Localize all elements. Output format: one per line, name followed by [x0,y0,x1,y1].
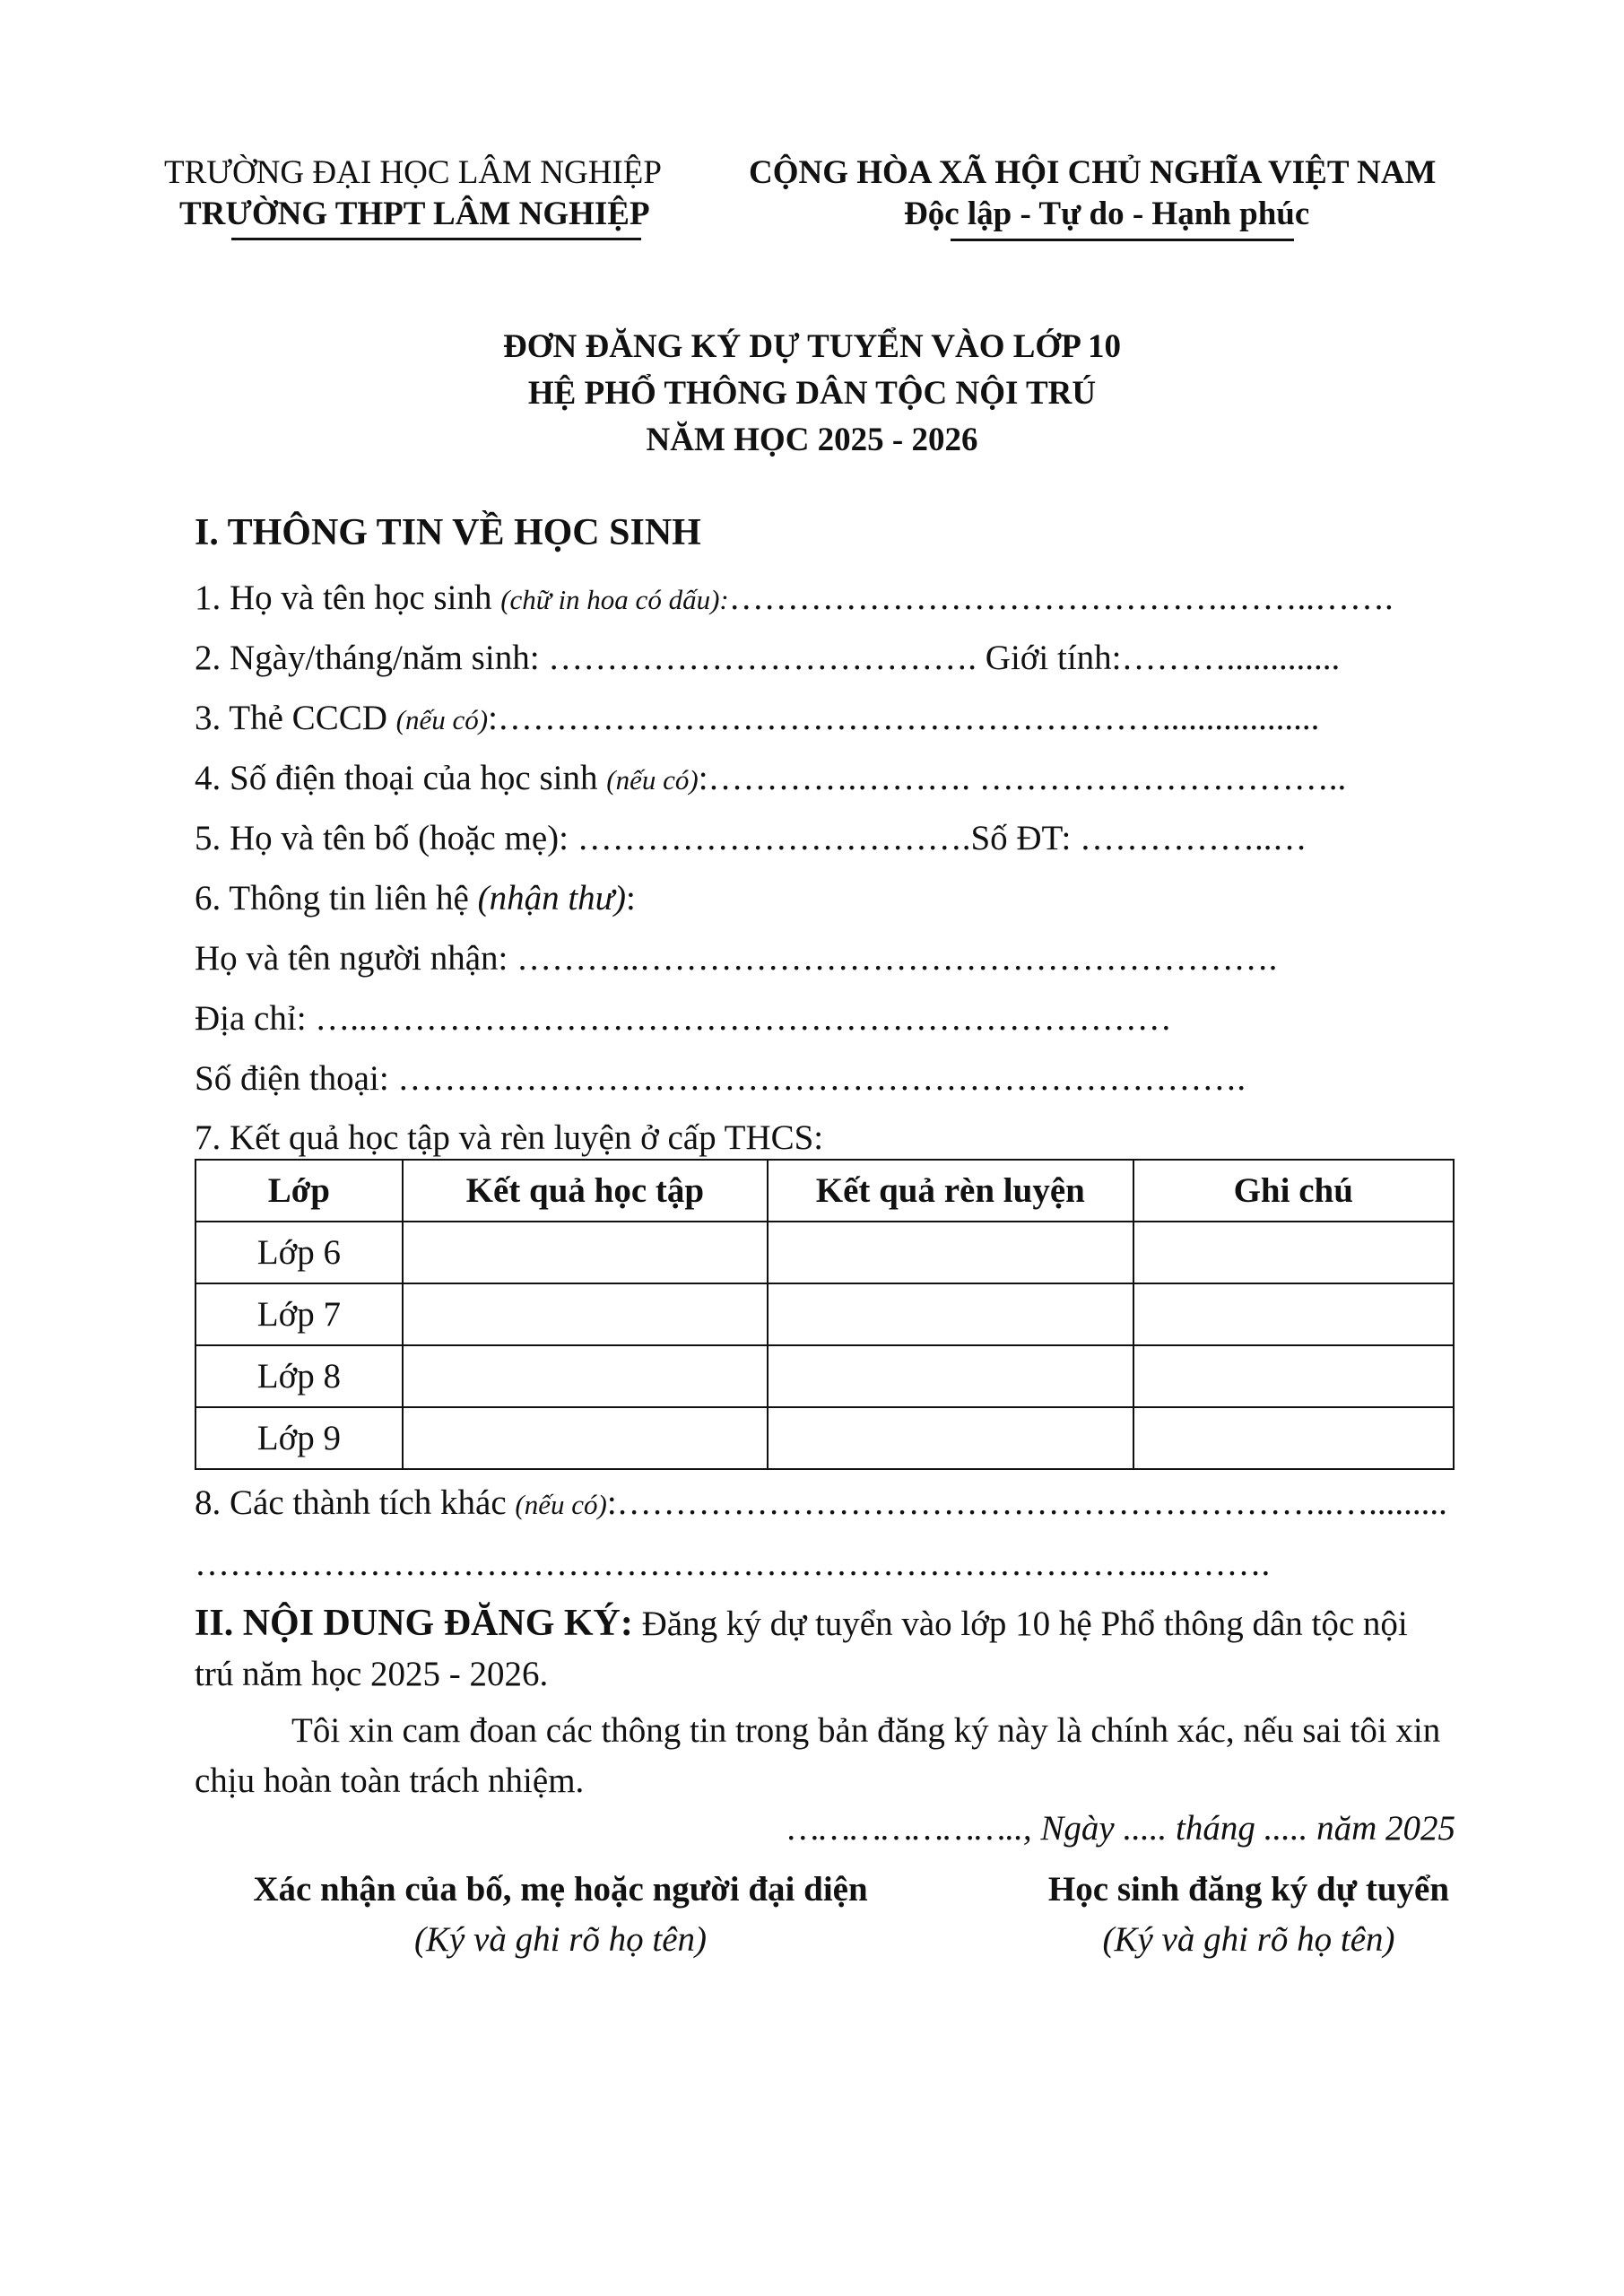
conduct-cell[interactable] [768,1407,1133,1469]
notes-cell[interactable] [1133,1283,1455,1345]
field-birth-date[interactable] [195,636,1340,681]
section2-content [195,1598,1455,1700]
contact-info-label [195,876,636,921]
fill-dots: :………….………. ………………………….. [698,759,1347,797]
student-signature-title: Học sinh đăng ký dự tuyển [1047,1870,1450,1909]
conduct-cell[interactable] [768,1283,1133,1345]
field-label: Số điện thoại: [195,1059,398,1098]
field-contact-phone[interactable] [195,1057,1246,1101]
country-name: CỘNG HÒA XÃ HỘI CHỦ NGHĨA VIỆT NAM [749,154,1437,191]
fill-dots: ………………………………………………………………. [397,1059,1246,1098]
parent-phone-label: Số ĐT: [970,819,1081,857]
field-recipient-name[interactable] [195,936,1277,981]
field-note: (nếu có) [606,764,699,796]
table-row [195,1345,1454,1407]
pledge-paragraph: Tôi xin cam đoan các thông tin trong bản đăng ký này là chính xác, nếu sai tôi xin chịu hoàn toàn trách nhiệm. [195,1711,1441,1800]
field-achievements[interactable] [195,1481,1447,1527]
fill-dots: :……………………………………………………..…......... [606,1483,1447,1522]
school-name: TRƯỜNG THPT LÂM NGHIỆP [179,196,650,232]
academic-cell[interactable] [403,1222,768,1283]
fill-dots: …………………………………….……..……. [728,578,1394,617]
field-label: Địa chỉ: [195,999,316,1038]
achievements-line2[interactable]: ………………………………………………………………………..………. [195,1544,1271,1583]
conduct-cell[interactable] [768,1345,1133,1407]
form-title-line3: NĂM HỌC 2025 - 2026 [646,422,978,458]
school-name-underline [231,238,641,240]
field-student-phone[interactable] [195,756,1346,803]
table-row [195,1407,1454,1469]
grade-cell: Lớp 7 [195,1283,403,1345]
field-address[interactable] [195,996,1172,1041]
fill-dots: ………………………………. [548,639,977,677]
academic-cell[interactable] [403,1345,768,1407]
field-note: (nhận thư) [477,879,626,918]
form-title-line2: HỆ PHỔ THÔNG DÂN TỘC NỘI TRÚ [527,375,1097,412]
col-header-notes: Ghi chú [1133,1160,1455,1222]
table-row [195,1283,1454,1345]
field-label: 3. Thẻ CCCD [195,699,396,737]
gender-label: Giới tính: [977,639,1122,677]
col-header-grade: Lớp [195,1160,403,1222]
field-label: 1. Họ và tên học sinh [195,578,501,617]
national-motto: Độc lập - Tự do - Hạnh phúc [904,196,1310,232]
field-label: 2. Ngày/tháng/năm sinh: [195,639,549,677]
form-title-line1: ĐƠN ĐĂNG KÝ DỰ TUYỂN VÀO LỚP 10 [503,328,1121,365]
grade-cell: Lớp 9 [195,1407,403,1469]
fill-dots: ………............. [1121,639,1341,677]
academic-cell[interactable] [403,1407,768,1469]
fill-dots: ………..………………………………………………. [517,939,1278,978]
parent-signature-title: Xác nhận của bố, mẹ hoặc người đại diện [253,1870,868,1909]
student-signature-note: (Ký và ghi rõ họ tên) [1102,1920,1395,1959]
university-name: TRƯỜNG ĐẠI HỌC LÂM NGHIỆP [164,154,662,191]
section1-heading: I. THÔNG TIN VỀ HỌC SINH [195,512,701,553]
fill-dots: ……………………………. [577,819,971,857]
col-header-conduct: Kết quả rèn luyện [768,1160,1133,1222]
field-note: (nếu có) [515,1489,607,1520]
academic-cell[interactable] [403,1283,768,1345]
grade-cell: Lớp 8 [195,1345,403,1407]
parent-signature-note: (Ký và ghi rõ họ tên) [413,1920,707,1959]
results-label: 7. Kết quả học tập và rèn luyện ở cấp THCS: [195,1118,824,1157]
field-label: 6. Thông tin liên hệ [195,879,478,918]
table-header-row [195,1160,1454,1222]
notes-cell[interactable] [1133,1345,1455,1407]
notes-cell[interactable] [1133,1407,1455,1469]
notes-cell[interactable] [1133,1222,1455,1283]
motto-underline [951,239,1294,241]
grade-cell: Lớp 6 [195,1222,403,1283]
results-table [195,1159,1455,1470]
conduct-cell[interactable] [768,1222,1133,1283]
field-label: 4. Số điện thoại của học sinh [195,759,607,797]
field-citizen-id[interactable] [195,696,1319,743]
table-row [195,1222,1454,1283]
field-label: 5. Họ và tên bố (hoặc mẹ): [195,819,578,857]
col-header-academic: Kết quả học tập [403,1160,768,1222]
date-line: ………………….., Ngày ..... tháng ..... năm 2025 [787,1809,1455,1848]
section2-heading: II. NỘI DUNG ĐĂNG KÝ: [195,1603,633,1644]
field-label: 8. Các thành tích khác [195,1483,516,1522]
colon: : [625,879,636,918]
fill-dots: …..…………………………………………………………… [315,999,1172,1038]
fill-dots: ……………..… [1080,819,1307,857]
field-note: (nếu có) [395,704,489,735]
section2-text: Đăng ký dự tuyển vào lớp 10 hệ Phổ thông dân tộc nội trú năm học 2025 - 2026. [195,1605,1408,1693]
fill-dots: :………………………………………………….................. [488,699,1320,737]
field-note: (chữ in hoa có dấu): [500,584,729,615]
field-student-name[interactable] [195,576,1394,622]
field-label: Họ và tên người nhận: [195,939,517,978]
field-parent-name[interactable] [195,816,1307,861]
